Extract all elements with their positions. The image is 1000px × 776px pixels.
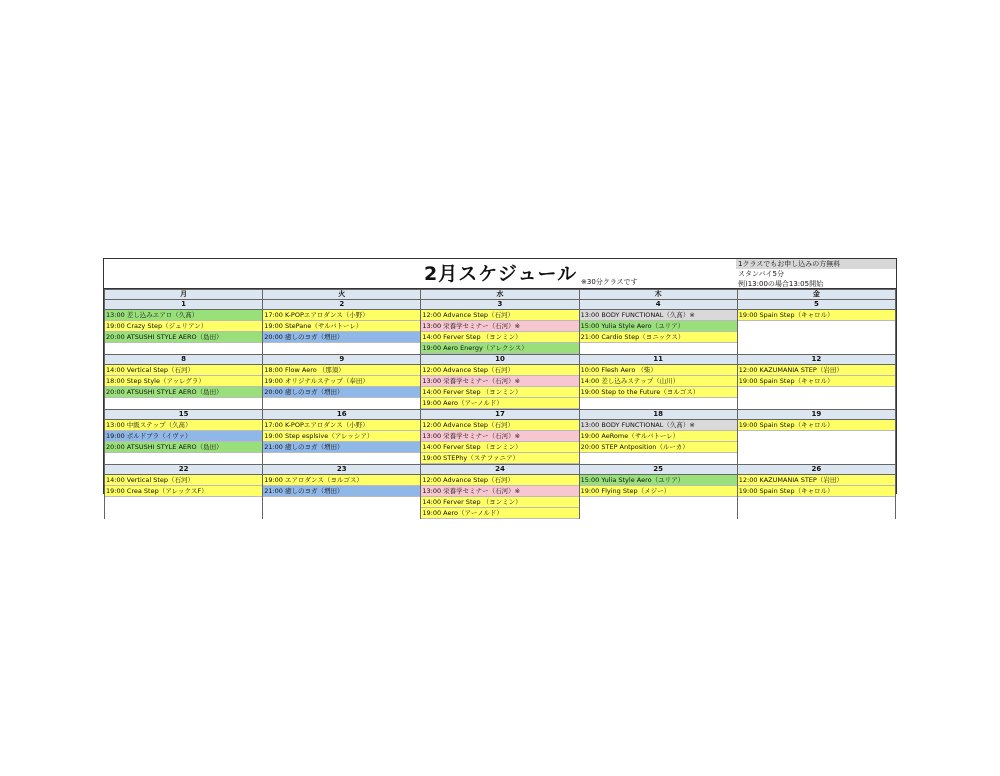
- class-entry: 12:00 KAZUMANIA STEP（岩田）: [738, 365, 895, 376]
- day-number: 24: [421, 465, 579, 475]
- class-entry: 14:00 Vertical Step（石河）: [105, 365, 262, 376]
- info-line-example: 例)13:00の場合13:05開始: [738, 280, 824, 288]
- day-cell: [421, 420, 579, 465]
- info-line-free: 1クラスでもお申し込みの方無料: [736, 259, 896, 269]
- class-entry: 13:00 栄養学セミナー（石河）※: [421, 376, 578, 387]
- class-entry: 21:00 癒しのヨガ（増田）: [263, 442, 420, 453]
- day-number: 18: [579, 410, 737, 420]
- class-row: [105, 365, 896, 410]
- day-cell: [579, 310, 737, 355]
- day-cell: [579, 365, 737, 410]
- calendar-body: [105, 300, 896, 520]
- day-number: 9: [263, 355, 421, 365]
- class-entry: 12:00 Advance Step（石河）: [421, 420, 578, 431]
- calendar-table: [104, 289, 896, 519]
- class-entry: 21:00 癒しのヨガ（増田）: [263, 486, 420, 497]
- day-number: 2: [263, 300, 421, 310]
- class-entry: 21:00 Cardio Step（ヨニックス）: [580, 332, 737, 343]
- day-cell: [263, 420, 421, 465]
- day-number: 15: [105, 410, 263, 420]
- class-entry: 19:00 Aero Energy（アレクシス）: [421, 343, 578, 354]
- day-cell: [421, 365, 579, 410]
- class-entry: 14:00 Ferver Step （ヨンミン）: [421, 387, 578, 398]
- class-entry: 19:00 Aero（アーノルド）: [421, 508, 578, 519]
- class-entry: 15:00 Yulia Style Aero（ユリア）: [580, 321, 737, 332]
- day-number: 10: [421, 355, 579, 365]
- class-entry: 14:00 Ferver Step （ヨンミン）: [421, 497, 578, 508]
- day-cell: [263, 365, 421, 410]
- class-entry: 15:00 Yulia Style Aero（ユリア）: [580, 475, 737, 486]
- day-cell: [105, 365, 263, 410]
- class-entry: 19:00 Step to the Future（ヨルゴス）: [580, 387, 737, 398]
- page-title: 2月スケジュール: [424, 263, 578, 285]
- day-cell: [737, 475, 895, 520]
- class-entry: 13:00 栄養学セミナー（石河）※: [421, 486, 578, 497]
- class-entry: 18:00 Flow Aero （那須）: [263, 365, 420, 376]
- day-number: 4: [579, 300, 737, 310]
- class-entry: 17:00 K-POPエアロダンス（小野）: [263, 420, 420, 431]
- class-entry: 13:00 BODY FUNCTIONAL（久髙）※: [580, 310, 737, 321]
- class-entry: 18:00 Step Style（アッレグラ）: [105, 376, 262, 387]
- class-entry: 13:00 栄養学セミナー（石河）※: [421, 321, 578, 332]
- day-number-row: [105, 410, 896, 420]
- class-entry: 12:00 Advance Step（石河）: [421, 310, 578, 321]
- day-cell: [737, 420, 895, 465]
- day-cell: [105, 420, 263, 465]
- day-cell: [737, 310, 895, 355]
- class-row: [105, 420, 896, 465]
- class-entry: 10:00 Flesh Aero （柴）: [580, 365, 737, 376]
- day-cell: [421, 475, 579, 520]
- day-number: 19: [737, 410, 895, 420]
- weekday-header: 木: [579, 290, 737, 300]
- class-entry: 20:00 STEP Antposition（ルーカ）: [580, 442, 737, 453]
- class-entry: 19:00 Spain Step（キャロル）: [738, 486, 895, 497]
- class-entry: 12:00 Advance Step（石河）: [421, 365, 578, 376]
- day-number-row: [105, 465, 896, 475]
- class-entry: 19:00 Spain Step（キャロル）: [738, 310, 895, 321]
- day-number: 23: [263, 465, 421, 475]
- info-line-standby: スタンバイ5分: [738, 270, 784, 278]
- class-entry: 19:00 ボルドブラ（イヴァ）: [105, 431, 262, 442]
- class-entry: 19:00 Spain Step（キャロル）: [738, 420, 895, 431]
- class-entry: 13:00 BODY FUNCTIONAL（久髙）※: [580, 420, 737, 431]
- class-entry: 17:00 K-POPエアロダンス（小野）: [263, 310, 420, 321]
- class-entry: 19:00 StePane（サルバトーレ）: [263, 321, 420, 332]
- class-entry: 20:00 ATSUSHI STYLE AERO（島田）: [105, 442, 262, 453]
- day-number-row: [105, 300, 896, 310]
- weekday-header: 水: [421, 290, 579, 300]
- class-entry: 19:00 STEPhy（ステファニア）: [421, 453, 578, 464]
- day-number: 26: [737, 465, 895, 475]
- class-entry: 20:00 癒しのヨガ（増田）: [263, 332, 420, 343]
- schedule-sheet: [103, 258, 897, 517]
- class-entry: 14:00 差し込みステップ（山川）: [580, 376, 737, 387]
- class-entry: 14:00 Ferver Step （ヨンミン）: [421, 332, 578, 343]
- thirty-minute-note: ※30分クラスです: [581, 278, 638, 286]
- day-cell: [263, 310, 421, 355]
- class-entry: 12:00 KAZUMANIA STEP（岩田）: [738, 475, 895, 486]
- class-entry: 14:00 Ferver Step （ヨンミン）: [421, 442, 578, 453]
- class-entry: 19:00 Crea Step（アレックスF）: [105, 486, 262, 497]
- class-entry: 20:00 ATSUSHI STYLE AERO（島田）: [105, 387, 262, 398]
- day-number: 17: [421, 410, 579, 420]
- day-cell: [263, 475, 421, 520]
- day-cell: [421, 310, 579, 355]
- class-entry: 19:00 Flying Step（メジー）: [580, 486, 737, 497]
- class-entry: 19:00 Spain Step（キャロル）: [738, 376, 895, 387]
- class-entry: 19:00 エアロダンス（ヨルゴス）: [263, 475, 420, 486]
- day-number: 5: [737, 300, 895, 310]
- weekday-header: 火: [263, 290, 421, 300]
- class-entry: 13:00 中級ステップ（久髙）: [105, 420, 262, 431]
- info-box: [736, 259, 896, 289]
- day-number: 16: [263, 410, 421, 420]
- weekday-header: 金: [737, 290, 895, 300]
- day-number: 8: [105, 355, 263, 365]
- day-number: 12: [737, 355, 895, 365]
- class-entry: 19:00 Crazy Step（ジュリアン）: [105, 321, 262, 332]
- day-cell: [579, 420, 737, 465]
- class-entry: 20:00 癒しのヨガ（増田）: [263, 387, 420, 398]
- class-entry: 19:00 Step esplsive（アレッシア）: [263, 431, 420, 442]
- day-number: 1: [105, 300, 263, 310]
- title-row: [104, 259, 896, 289]
- weekday-header: 月: [105, 290, 263, 300]
- day-cell: [105, 475, 263, 520]
- weekday-header-row: [105, 290, 896, 300]
- class-entry: 19:00 Aero（アーノルド）: [421, 398, 578, 409]
- class-entry: 12:00 Advance Step（石河）: [421, 475, 578, 486]
- class-entry: 20:00 ATSUSHI STYLE AERO（島田）: [105, 332, 262, 343]
- day-number: 25: [579, 465, 737, 475]
- day-number-row: [105, 355, 896, 365]
- day-cell: [737, 365, 895, 410]
- class-entry: 14:00 Vertical Step（石河）: [105, 475, 262, 486]
- class-entry: 13:00 差し込みエアロ（久髙）: [105, 310, 262, 321]
- class-entry: 19:00 オリジナルステップ（奉田）: [263, 376, 420, 387]
- day-number: 3: [421, 300, 579, 310]
- class-entry: 13:00 栄養学セミナー（石河）※: [421, 431, 578, 442]
- class-row: [105, 310, 896, 355]
- day-cell: [579, 475, 737, 520]
- day-cell: [105, 310, 263, 355]
- class-row: [105, 475, 896, 520]
- day-number: 11: [579, 355, 737, 365]
- class-entry: 19:00 AeRome（サルバトーレ）: [580, 431, 737, 442]
- day-number: 22: [105, 465, 263, 475]
